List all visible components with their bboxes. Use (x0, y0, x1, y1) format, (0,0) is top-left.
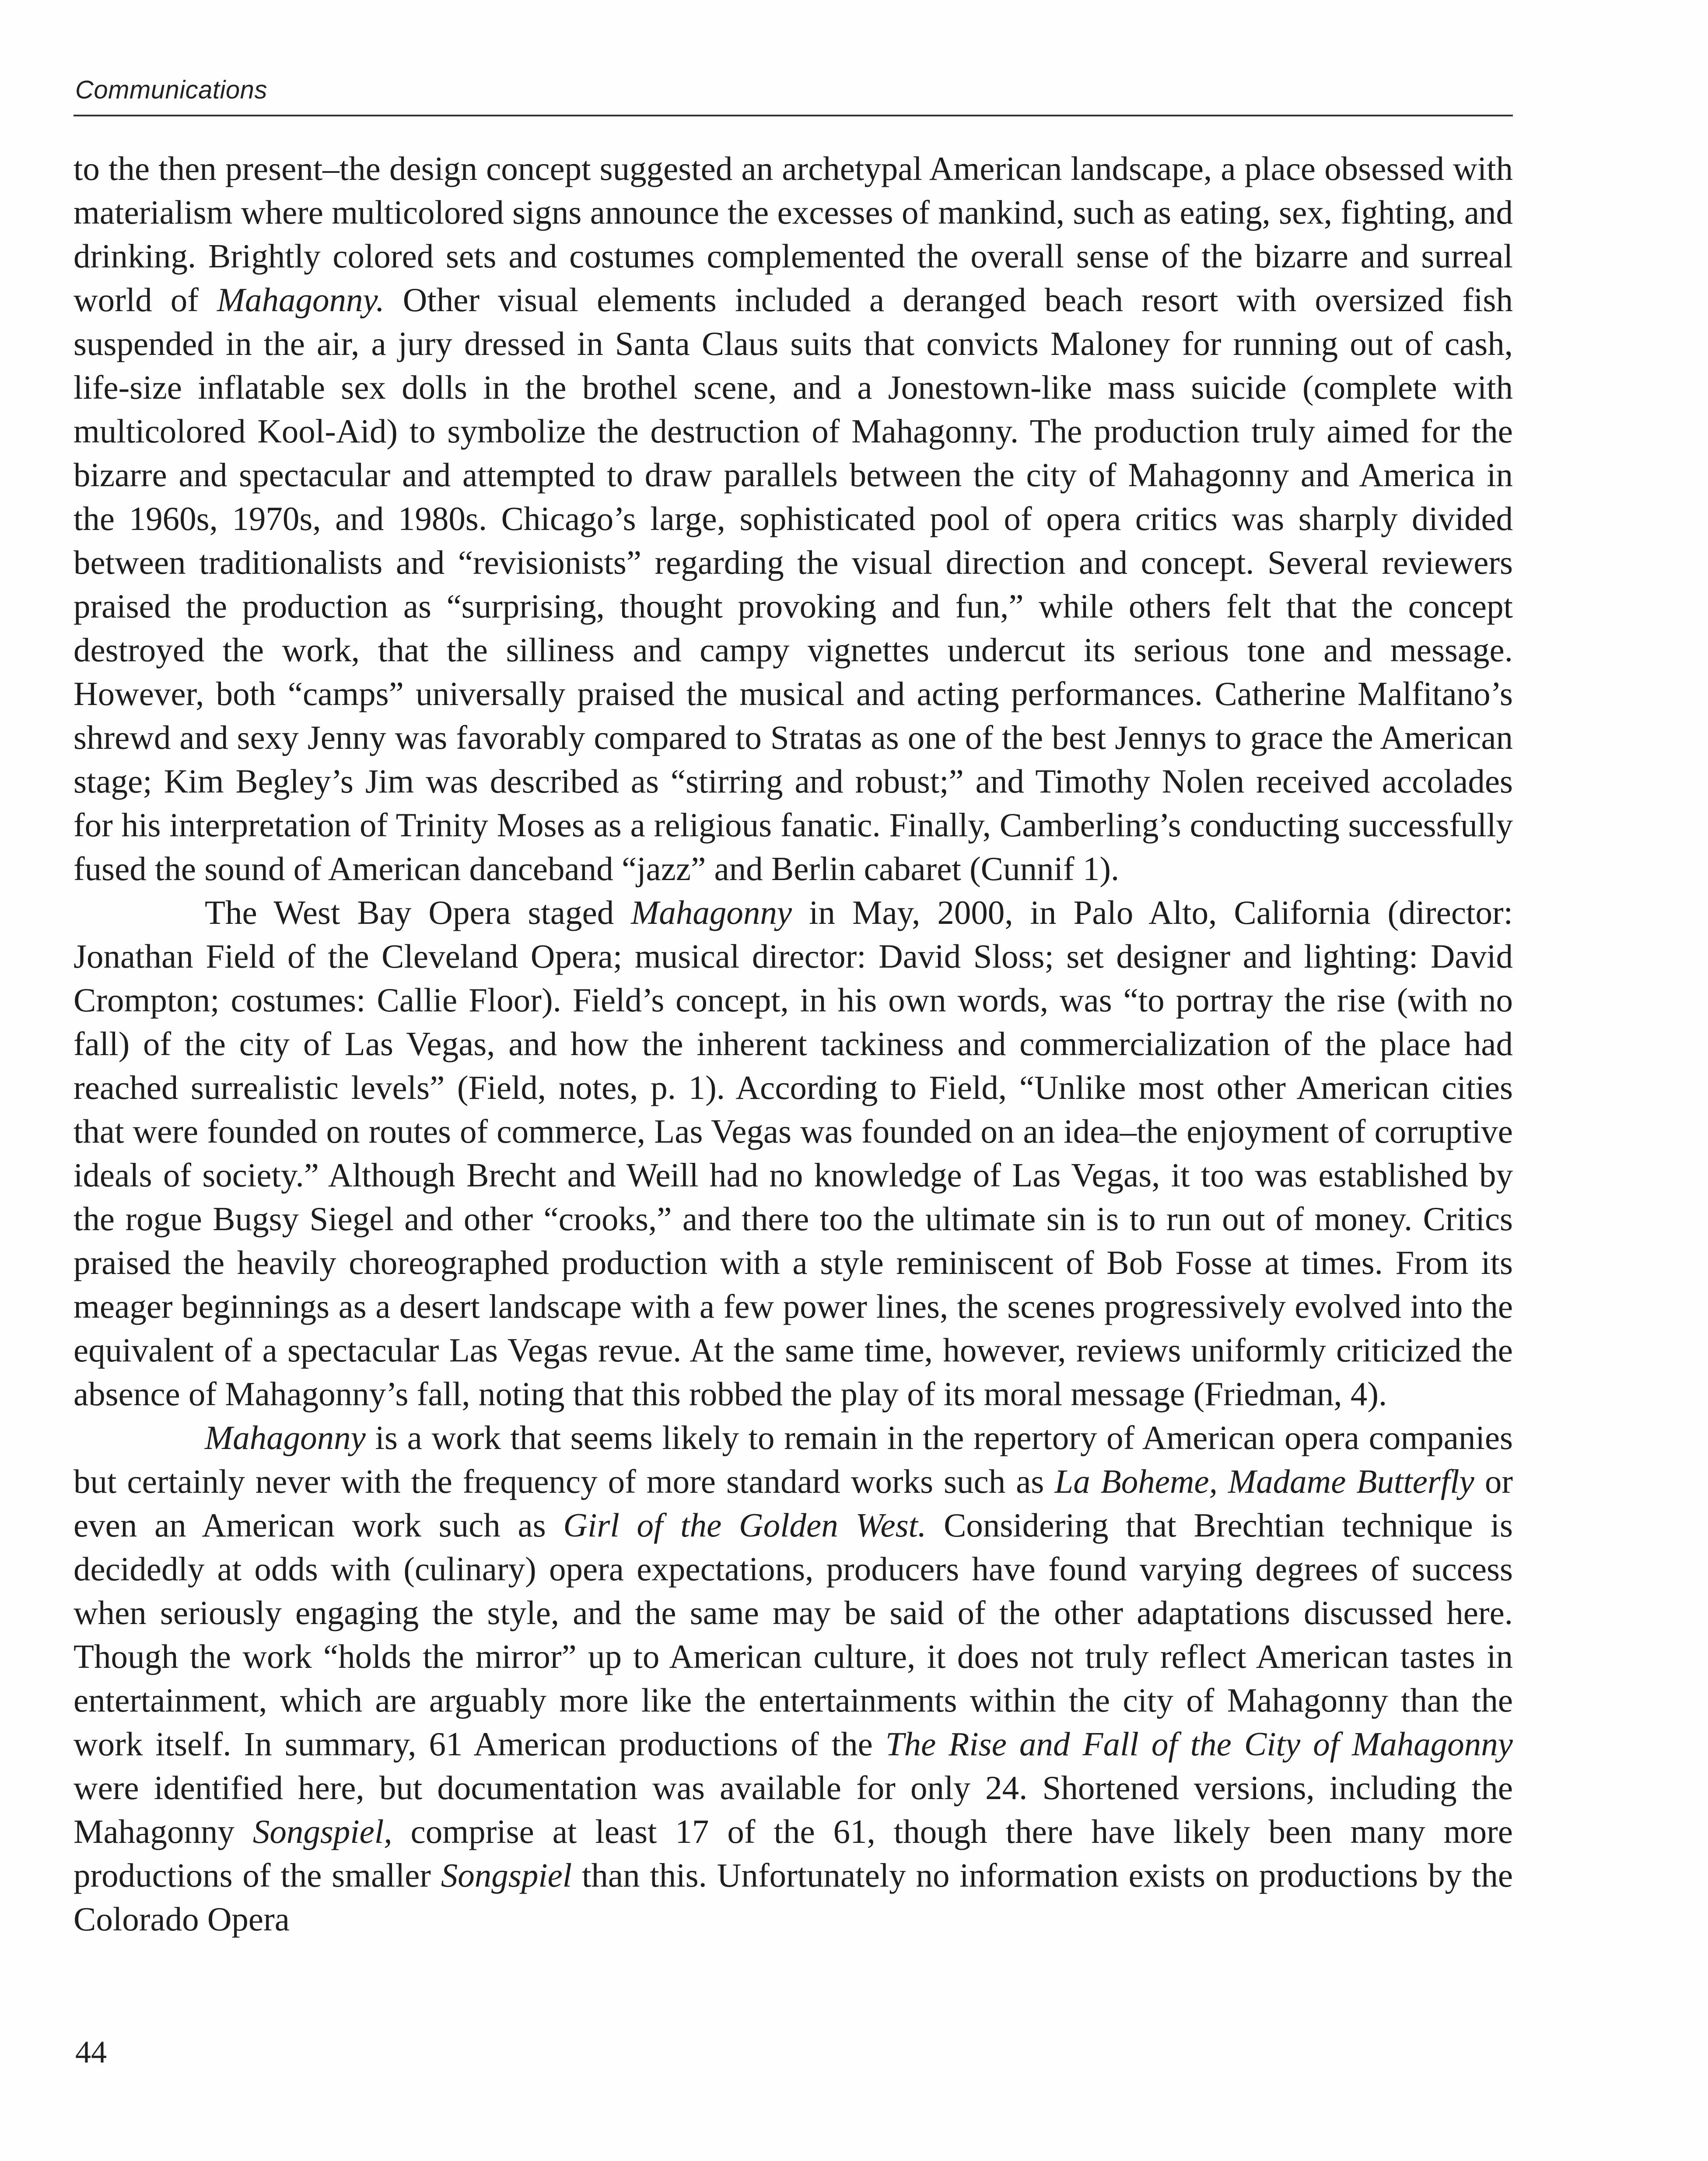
italic-title: Girl of the Golden West. (563, 1506, 927, 1544)
italic-title: Mahagonny (205, 1419, 366, 1456)
text-segment: were identified here, but documentation was available for only 24. Shortened versions, including the Mahagonny (74, 1769, 1513, 1850)
italic-title: Songspiel (441, 1856, 572, 1894)
body-text (74, 147, 1513, 1941)
page-number: 44 (75, 2035, 107, 2070)
running-head: Communications (75, 76, 267, 104)
paragraph-3 (74, 1416, 1513, 1941)
text-segment: The West Bay Opera staged (205, 894, 631, 931)
text-segment: or even an American work such as (74, 1463, 1513, 1544)
italic-title: Mahagonny (631, 894, 792, 931)
text-segment: Other visual elements included a deranged beach resort with oversized fish suspended in the air, a jury dressed in Santa Claus suits that convicts Maloney for running out of cash, life-size inflatable sex dolls in the brothel scene, and a Jonestown-like mass suicide (complete with multicolored Kool-Aid) to symbolize the destruction of Mahagonny. The production truly aimed for the bizarre and spectacular and attempted to draw parallels between the city of Mahagonny and America in the 1960s, 1970s, and 1980s. Chicago’s large, sophisticated pool of opera critics was sharply divided between traditionalists and “revisionists” regarding the visual direction and concept. Several reviewers praised the production as “surprising, thought provoking and fun,” while others felt that the concept destroyed the work, that the silliness and campy vignettes undercut its serious tone and message. However, both “camps” universally praised the musical and acting performances. Catherine Malfitano’s shrewd and sexy Jenny was favorably compared to Stratas as one of the best Jennys to grace the American stage; Kim Begley’s Jim was described as “stirring and robust;” and Timothy Nolen received accolades for his interpretation of Trinity Moses as a religious fanatic. Finally, Camberling’s conducting successfully fused the sound of American danceband “jazz” and Berlin cabaret (Cunnif 1). (74, 281, 1513, 888)
text-segment: than this. Unfortunately no information exists on productions by the Colorado Opera (74, 1856, 1513, 1938)
italic-title: Songspiel, (252, 1813, 392, 1850)
text-segment: comprise at least 17 of the 61, though there have likely been many more productions of the smaller (74, 1813, 1513, 1894)
italic-title: La Boheme, Madame Butterfly (1054, 1463, 1474, 1500)
text-segment: in May, 2000, in Palo Alto, California (director: Jonathan Field of the Cleveland Opera; musical director: David Sloss; set designer and lighting: David Crompton; costumes: Callie Floor). Field’s concept, in his own words, was “to portray the rise (with no fall) of the city of Las Vegas, and how the inherent tackiness and commercialization of the place had reached surrealistic levels” (Field, notes, p. 1). According to Field, “Unlike most other American cities that were founded on routes of commerce, Las Vegas was founded on an idea–the enjoyment of corruptive ideals of society.” Although Brecht and Weill had no knowledge of Las Vegas, it too was established by the rogue Bugsy Siegel and other “crooks,” and there too the ultimate sin is to run out of money. Critics praised the heavily choreographed production with a style reminiscent of Bob Fosse at times. From its meager beginnings as a desert landscape with a few power lines, the scenes progressively evolved into the equivalent of a spectacular Las Vegas revue. At the same time, however, reviews uniformly criticized the absence of Mahagonny’s fall, noting that this robbed the play of its moral message (Friedman, 4). (74, 894, 1513, 1413)
text-segment: to the then present–the design concept suggested an archetypal American landscape, a place obsessed with materialism where multicolored signs announce the excesses of mankind, such as eating, sex, fighting, and drinking. Brightly colored sets and costumes complemented the overall sense of the bizarre and surreal world of (74, 150, 1513, 319)
text-segment: Considering that Brechtian technique is decidedly at odds with (culinary) opera expectations, producers have found varying degrees of success when seriously engaging the style, and the same may be said of the other adaptations discussed here. Though the work “holds the mirror” up to American culture, it does not truly reflect American tastes in entertainment, which are arguably more like the entertainments within the city of Mahagonny than the work itself. In summary, 61 American productions of the (74, 1506, 1513, 1763)
italic-title: The Rise and Fall of the City of Mahagonny (885, 1725, 1513, 1763)
italic-title: Mahagonny. (217, 281, 385, 319)
paragraph-2 (74, 891, 1513, 1416)
header-rule (74, 115, 1513, 116)
paragraph-1 (74, 147, 1513, 891)
text-segment: is a work that seems likely to remain in the repertory of American opera companies but certainly never with the frequency of more standard works such as (74, 1419, 1513, 1500)
